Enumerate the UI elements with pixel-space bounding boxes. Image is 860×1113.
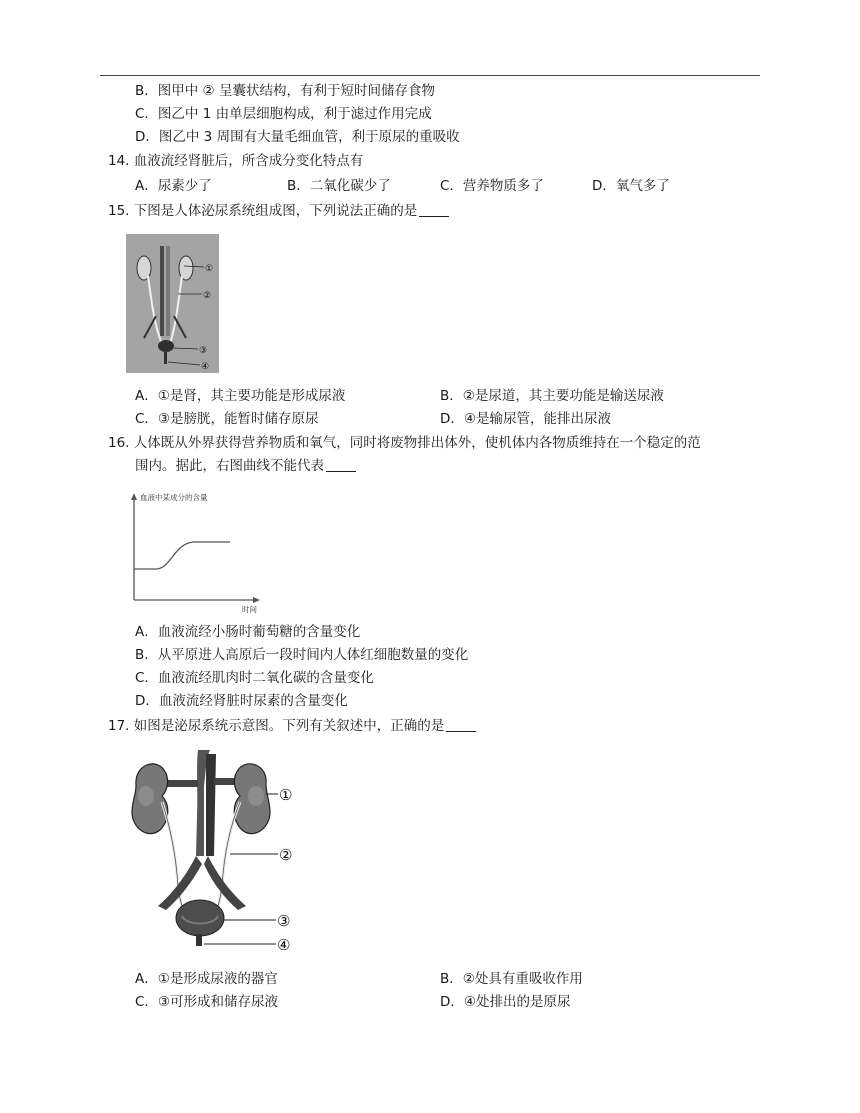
q13-option-b: B．图甲中 ② 呈囊状结构，有利于短时间储存食物	[135, 83, 435, 99]
q15-option-d: D．④是输尿管，能排出尿液	[440, 411, 611, 427]
chart-y-label: 血液中某成分的含量	[140, 493, 208, 502]
q17-option-b: B．②处具有重吸收作用	[440, 971, 583, 987]
header-rule	[100, 75, 760, 76]
q15-option-c: C．③是膀胱，能暂时储存原尿	[135, 411, 319, 427]
q14-option-b: B．二氧化碳少了	[287, 178, 391, 194]
answer-blank	[419, 202, 449, 217]
q14-option-a: A．尿素少了	[135, 178, 212, 194]
q17-option-c: C．③可形成和储存尿液	[135, 994, 279, 1010]
q15-stem-row	[108, 201, 449, 221]
urinary-system-photo-drawing	[126, 234, 219, 373]
q16-option-d: D．血液流经肾脏时尿素的含量变化	[135, 693, 348, 709]
answer-blank	[326, 457, 356, 472]
q16-option-b: B．从平原进人高原后一段时间内人体红细胞数量的变化	[135, 647, 469, 663]
content-curve-drawing	[126, 488, 266, 616]
q13-option-c: C．图乙中 1 由单层细胞构成，利于滤过作用完成	[135, 106, 432, 122]
q14-stem: 14. 血液流经肾脏后，所含成分变化特点有	[108, 153, 364, 169]
urinary-system-diagram	[126, 746, 301, 956]
q15-figure-label-2: ②	[203, 291, 212, 301]
q17-figure-label-2: ②	[279, 846, 293, 864]
q15-option-a: A．①是肾，其主要功能是形成尿液	[135, 388, 346, 404]
q17-option-a: A．①是形成尿液的器官	[135, 971, 278, 987]
q16-stem-line2: 围内。据此，右图曲线不能代表	[135, 458, 324, 474]
q15-figure-label-4: ④	[201, 362, 210, 372]
q13-option-d: D．图乙中 3 周围有大量毛细血管，利于原尿的重吸收	[135, 129, 460, 145]
urinary-system-diagram-figure	[126, 746, 301, 956]
q15-stem: 15. 下图是人体泌尿系统组成图，下列说法正确的是	[108, 203, 418, 219]
q15-option-b: B．②是尿道，其主要功能是输送尿液	[440, 388, 664, 404]
content-curve-figure	[126, 488, 266, 616]
q15-figure-label-3: ③	[199, 346, 208, 356]
urinary-system-photo-figure	[126, 234, 219, 373]
q17-option-d: D．④处排出的是原尿	[440, 994, 571, 1010]
q14-option-d: D．氧气多了	[592, 178, 670, 194]
q14-option-c: C．营养物质多了	[440, 178, 544, 194]
q16-option-c: C．血液流经肌肉时二氧化碳的含量变化	[135, 670, 374, 686]
chart-y-axis-arrow	[131, 493, 137, 500]
q17-figure-label-4: ④	[277, 936, 291, 954]
q17-stem-row	[108, 716, 476, 736]
q16-stem-line2-row	[135, 456, 356, 476]
answer-blank	[446, 717, 476, 732]
q17-stem: 17. 如图是泌尿系统示意图。下列有关叙述中，正确的是	[108, 718, 445, 734]
q17-figure-label-3: ③	[277, 912, 291, 930]
chart-curve	[134, 542, 230, 569]
q16-option-a: A．血液流经小肠时葡萄糖的含量变化	[135, 624, 361, 640]
chart-x-axis-arrow	[253, 597, 260, 603]
q17-figure-label-1: ①	[279, 786, 293, 804]
chart-x-label: 时间	[242, 605, 257, 614]
q16-stem-line1: 16. 人体既从外界获得营养物质和氧气，同时将废物排出体外，使机体内各物质维持在一个稳定的范	[108, 435, 701, 451]
q15-figure-label-1: ①	[205, 264, 214, 274]
